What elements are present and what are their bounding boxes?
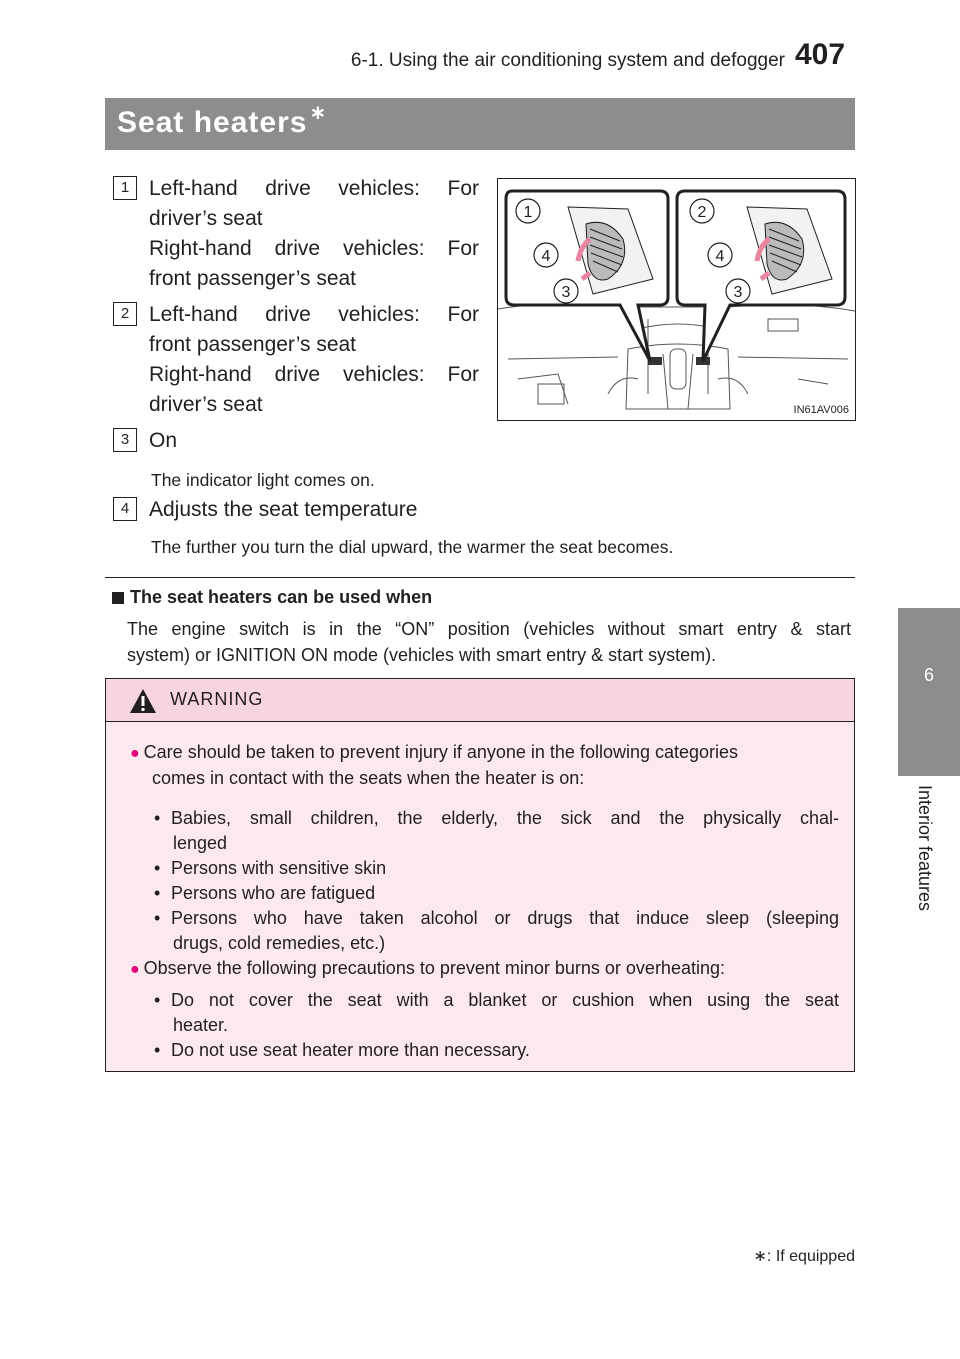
chapter-label: Interior features — [915, 785, 935, 912]
item-3-description: The indicator light comes on. — [151, 470, 375, 490]
item-text: Adjusts the seat temperature — [149, 498, 418, 521]
item-number-box: 2 — [113, 302, 137, 326]
warning-box — [105, 678, 855, 1072]
figure-code: IN61AV006 — [793, 404, 849, 416]
warning-line: Persons who have taken alcohol or drugs that induce sleep (sleeping — [171, 908, 839, 928]
callout-4: 4 — [541, 248, 551, 265]
note-heading — [112, 587, 432, 608]
if-equipped-mark: ∗ — [753, 1248, 767, 1265]
item-text — [149, 174, 479, 294]
section-title — [117, 102, 328, 140]
note-heading-text: The seat heaters can be used when — [130, 587, 433, 607]
square-bullet-icon — [112, 592, 124, 604]
callout-3: 3 — [561, 284, 571, 301]
warning-line: Observe the following precautions to prevent minor burns or overheating: — [143, 958, 725, 978]
warning-triangle-icon — [128, 687, 158, 715]
warning-line: Care should be taken to prevent injury if anyone in the following categories — [143, 742, 739, 762]
if-equipped-mark: ∗ — [309, 102, 328, 124]
item-line: Right-hand drive vehicles: For — [149, 237, 479, 260]
warning-line: Do not cover the seat with a blanket or cushion when using the seat — [171, 990, 839, 1010]
page-number: 407 — [795, 38, 846, 71]
callout-3: 3 — [733, 284, 743, 301]
warning-label: WARNING — [170, 689, 264, 709]
item-line: driver’s seat — [149, 207, 263, 230]
item-line: front passenger’s seat — [149, 333, 357, 356]
note-line: The engine switch is in the “ON” position (vehicles without smart entry & start — [127, 619, 851, 639]
item-number-box: 1 — [113, 176, 137, 200]
item-line: Right-hand drive vehicles: For — [149, 363, 479, 386]
warning-body: ● Care should be taken to prevent injury if anyone in the following categories comes in contact with the seats when the heater is on: • Babies, small children, the elderly, the sick and the physically chal- lenged • Persons with sensitive skin • Persons who are fatigued • Persons who have taken alcohol or drugs that induce sleep (sleeping drugs, cold remedies, etc.) ● Observe the following precautions to prevent minor burns or overheating: • Do not cover the seat with a blanket or cushion when using the seat heater. • Do not use seat heater more than necessary. — [106, 722, 854, 1071]
chapter-number: 6 — [923, 665, 934, 685]
item-line: Left-hand drive vehicles: For — [149, 303, 479, 326]
item-text: On — [149, 429, 178, 452]
warning-line: Persons who are fatigued — [171, 883, 376, 903]
warning-paragraph-1 — [130, 740, 846, 791]
warning-line: lenged — [173, 833, 228, 853]
section-title-bar — [105, 98, 855, 150]
warning-line: heater. — [173, 1015, 229, 1035]
footnote-text: : If equipped — [766, 1248, 855, 1265]
item-4-description: The further you turn the dial upward, the warmer the seat becomes. — [151, 537, 674, 557]
section-title-text: Seat heaters — [117, 106, 308, 139]
callout-1: 1 — [523, 204, 533, 221]
bullet-circle-icon: ● — [130, 961, 140, 978]
warning-paragraph-2 — [130, 956, 846, 982]
note-body — [127, 616, 851, 668]
callout-4: 4 — [715, 248, 725, 265]
seat-heater-switch-illustration — [497, 178, 856, 421]
item-line: driver’s seat — [149, 393, 263, 416]
divider — [105, 577, 855, 578]
warning-line: Persons with sensitive skin — [171, 858, 387, 878]
item-number-box: 3 — [113, 428, 137, 452]
warning-line: comes in contact with the seats when the heater is on: — [152, 768, 585, 788]
chapter-tab — [898, 608, 960, 776]
dashboard-drawing — [498, 179, 855, 420]
bullet-circle-icon: ● — [130, 745, 140, 762]
note-line: system) or IGNITION ON mode (vehicles with smart entry & start system). — [127, 645, 717, 665]
warning-line: drugs, cold remedies, etc.) — [173, 933, 386, 953]
footnote — [730, 1246, 855, 1266]
warning-line: Babies, small children, the elderly, the sick and the physically chal- — [171, 808, 839, 828]
running-header: 6-1. Using the air conditioning system and defogger — [350, 50, 785, 71]
item-line: front passenger’s seat — [149, 267, 357, 290]
item-line: Left-hand drive vehicles: For — [149, 177, 479, 200]
item-text — [149, 300, 479, 420]
callout-2: 2 — [697, 204, 707, 221]
warning-header — [106, 679, 854, 722]
item-number-box: 4 — [113, 497, 137, 521]
warning-line: Do not use seat heater more than necessary. — [171, 1040, 530, 1060]
